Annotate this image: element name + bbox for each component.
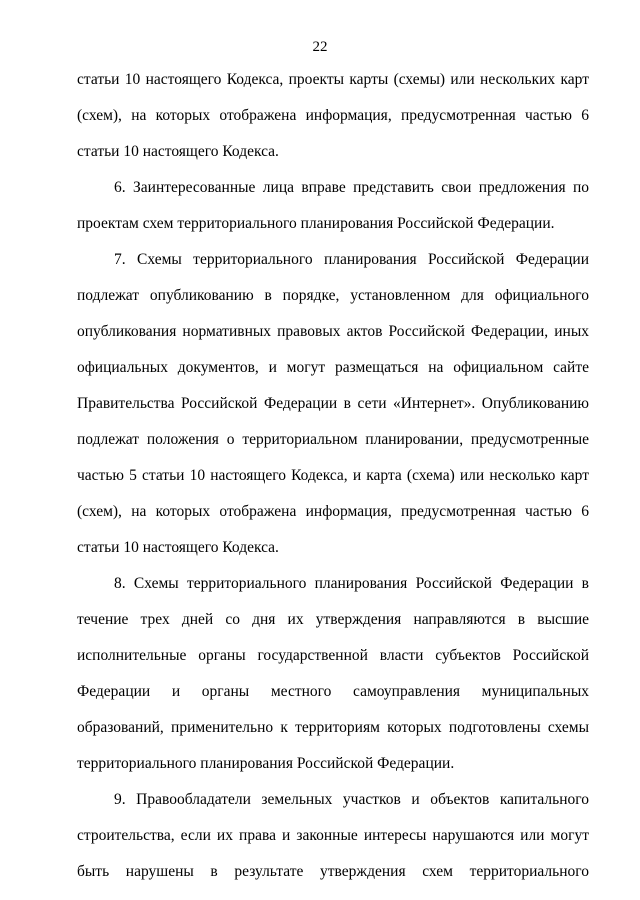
paragraph-7: 7. Схемы территориального планирования Российской Федерации подлежат опубликованию в порядке, установленном для официального опубликования нормативных правовых актов Российской Федерации, иных официальных документов, и могут размещаться на официальном сайте Правительства Российской Федерации в сети «Интернет». Опубликованию подлежат положения о территориальном планировании, предусмотренные частью 5 статьи 10 настоящего Кодекса, и карта (схема) или несколько карт (схем), на которых отображена информация, предусмотренная частью 6 статьи 10 настоящего Кодекса. (77, 251, 589, 556)
paragraph-9: 9. Правообладатели земельных участков и объектов капитального строительства, если их права и законные интересы нарушаются или могут быть нарушены в результате утверждения схем территориального (77, 791, 589, 880)
paragraph-6: 6. Заинтересованные лица вправе представить свои предложения по проектам схем территориального планирования Российской Федерации. (77, 179, 589, 232)
paragraph-continuation: статьи 10 настоящего Кодекса, проекты карты (схемы) или нескольких карт (схем), на которых отображена информация, предусмотренная частью 6 статьи 10 настоящего Кодекса. (77, 71, 589, 160)
document-body (77, 62, 589, 890)
paragraph-8: 8. Схемы территориального планирования Российской Федерации в течение трех дней со дня их утверждения направляются в высшие исполнительные органы государственной власти субъектов Российской Федерации и органы местного самоуправления муниципальных образований, применительно к территориям которых подготовлены схемы территориального планирования Российской Федерации. (77, 575, 589, 772)
page-number: 22 (312, 39, 328, 55)
